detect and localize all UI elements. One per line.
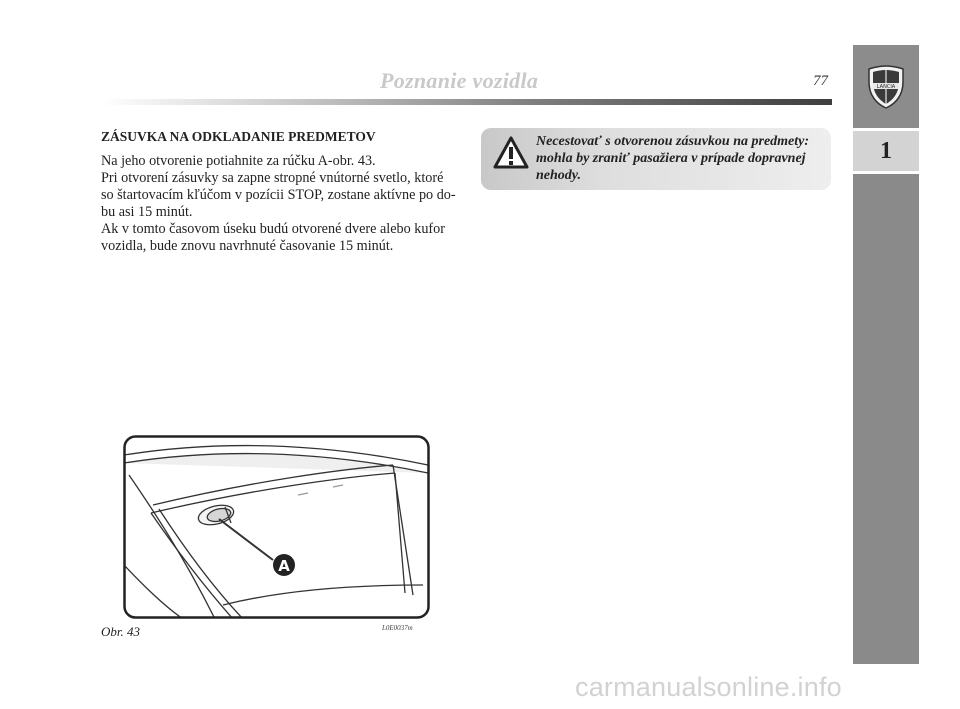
figure-label: Obr. 43 [101, 624, 141, 639]
figure-code: L0E0037m [382, 624, 413, 632]
glovebox-illustration [123, 435, 430, 619]
warning-triangle-icon [493, 136, 529, 170]
page-number: 77 [813, 73, 828, 89]
body-paragraph: Na jeho otvorenie potiahnite za rúčku A-obr. 43. [101, 153, 376, 169]
header-divider [100, 99, 832, 105]
section-body [101, 153, 459, 255]
body-paragraph: Pri otvorení zásuvky sa zapne stropné vnútorné svetlo, ktoré so štartovacím kľúčom v pozícii STOP, zostane aktívne po do-bu asi 15 minút. [101, 170, 456, 220]
body-paragraph: Ak v tomto časovom úseku budú otvorené dvere alebo kufor vozidla, bude znovu navrhnuté časovanie 15 minút. [101, 221, 445, 254]
warning-text: Necestovať s otvorenou zásuvkou na predmety: mohla by zraniť pasažiera v prípade dopravnej nehody. [536, 134, 810, 183]
side-tab-separator [853, 171, 919, 174]
section-heading: ZÁSUVKA NA ODKLADANIE PREDMETOV [101, 129, 376, 144]
brand-logo-cell [853, 45, 919, 128]
page-title: Poznanie vozidla [380, 68, 539, 93]
svg-text:LANCIA: LANCIA [876, 83, 896, 90]
figure-callout-a: A [278, 557, 290, 575]
chapter-number[interactable]: 1 [853, 131, 919, 171]
lancia-logo-icon [865, 64, 907, 110]
site-watermark: carmanualsonline.info [575, 672, 842, 702]
